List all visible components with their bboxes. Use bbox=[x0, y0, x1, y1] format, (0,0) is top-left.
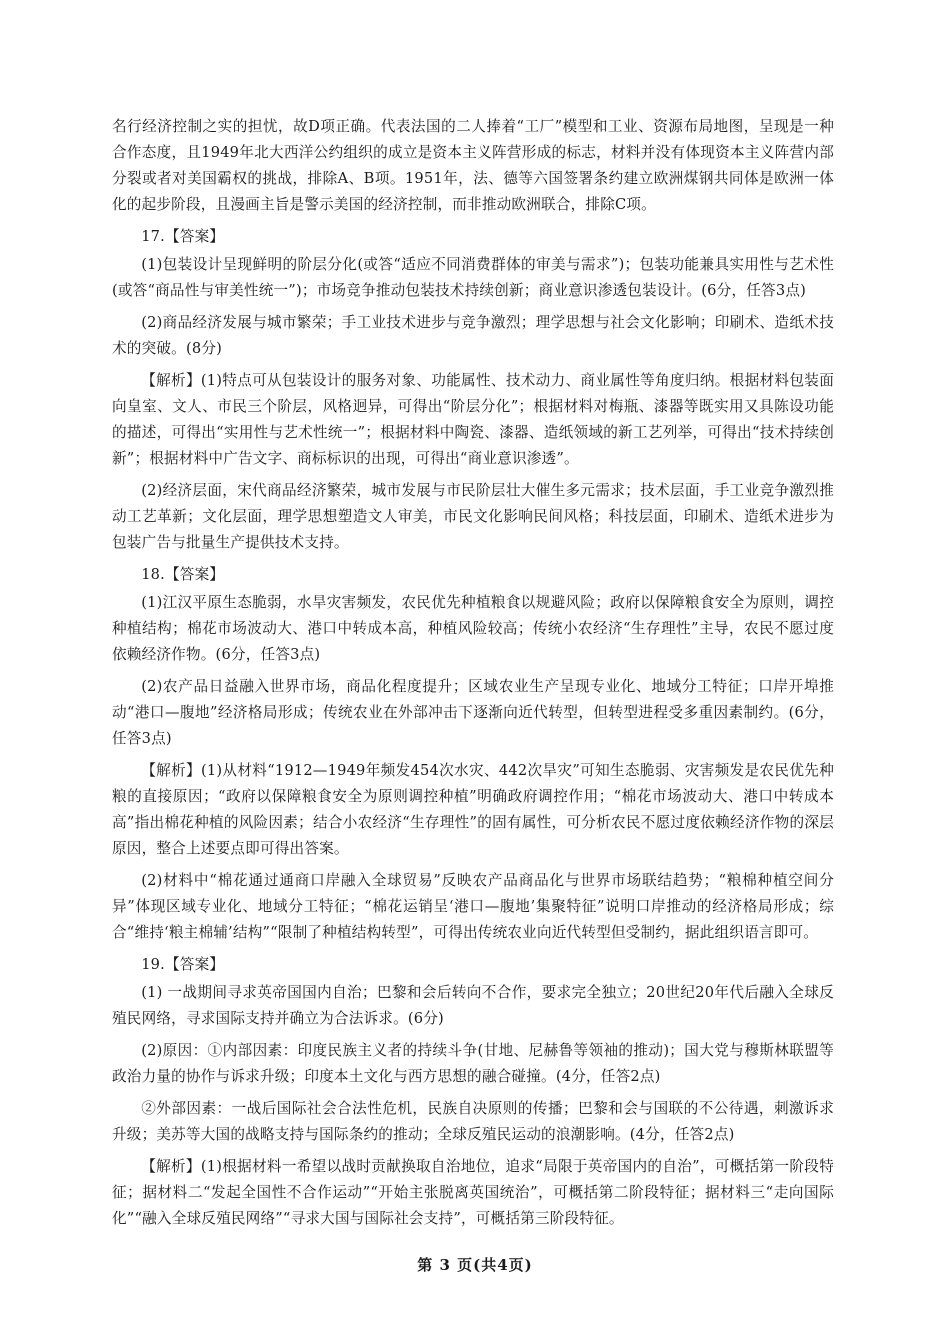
analysis-19-part1: 【解析】(1)根据材料一希望以战时贡献换取自治地位，追求“局限于英帝国内的自治”，可概括第一阶段特征；据材料二“发起全国性不合作运动”“开始主张脱离英国统治”，可概括第二阶段特征；据材料三“走向国际化”“融入全球反殖民网络”“寻求大国与国际社会支持”，可概括第三阶段特征。 bbox=[112, 1158, 834, 1227]
answer-heading-19: 19.【答案】 bbox=[141, 956, 225, 973]
answer-heading-17: 17.【答案】 bbox=[141, 228, 225, 245]
analysis-17-part1: 【解析】(1)特点可从包装设计的服务对象、功能属性、技术动力、商业属性等角度归纳。根据材料包装面向皇室、文人、市民三个阶层，风格迥异，可得出“阶层分化”；根据材料对梅瓶、漆器等既实用又具陈设功能的描述，可得出“实用性与艺术性统一”；根据材料中陶瓷、漆器、造纸领域的新工艺列举，可得出“技术持续创新”；根据材料中广告文字、商标标识的出现，可得出“商业意识渗透”。 bbox=[112, 372, 834, 467]
answer-18-part2: (2)农产品日益融入世界市场，商品化程度提升；区域农业生产呈现专业化、地域分工特征；口岸开埠推动“港口—腹地”经济格局形成；传统农业在外部冲击下逐渐向近代转型，但转型进程受多重因素制约。(6分，任答3点) bbox=[112, 678, 834, 747]
analysis-18-part2: (2)材料中“棉花通过通商口岸融入全球贸易”反映农产品商品化与世界市场联结趋势；“粮棉种植空间分异”体现区域专业化、地域分工特征；“棉花运销呈‘港口—腹地’集聚特征”说明口岸推动的经济格局形成；综合“维持‘粮主棉辅’结构”“限制了种植结构转型”，可得出传统农业向近代转型但受制约，据此组织语言即可。 bbox=[112, 872, 834, 941]
answer-18-part1: (1)江汉平原生态脆弱，水旱灾害频发，农民优先种植粮食以规避风险；政府以保障粮食安全为原则，调控种植结构；棉花市场波动大、港口中转成本高，种植风险较高；传统小农经济“生存理性”主导，农民不愿过度依赖经济作物。(6分，任答3点) bbox=[112, 594, 834, 663]
page-number-footer: 第 3 页(共4页) bbox=[417, 1256, 533, 1274]
answer-19-part2-external: ②外部因素：一战后国际社会合法性危机，民族自决原则的传播；巴黎和会与国联的不公待遇，刺激诉求升级；美苏等大国的战略支持与国际条约的推动；全球反殖民运动的浪潮影响。(4分，任答2点) bbox=[112, 1100, 834, 1143]
answer-17-part1: (1)包装设计呈现鲜明的阶层分化(或答“适应不同消费群体的审美与需求”)；包装功能兼具实用性与艺术性(或答“商品性与审美性统一”)；市场竞争推动包装技术持续创新；商业意识渗透包装设计。(6分，任答3点) bbox=[112, 256, 834, 299]
answer-19-part2-internal: (2)原因：①内部因素：印度民族主义者的持续斗争(甘地、尼赫鲁等领袖的推动)；国大党与穆斯林联盟等政治力量的协作与诉求升级；印度本土文化与西方思想的融合碰撞。(4分，任答2点) bbox=[112, 1042, 834, 1085]
answer-19-part1: (1) 一战期间寻求英帝国国内自治；巴黎和会后转向不合作，要求完全独立；20世纪20年代后融入全球反殖民网络，寻求国际支持并确立为合法诉求。(6分) bbox=[112, 984, 834, 1027]
page-body bbox=[112, 114, 834, 1238]
paragraph-16-tail: 名行经济控制之实的担忧，故D项正确。代表法国的二人捧着“工厂”模型和工业、资源布局地图，呈现是一种合作态度，且1949年北大西洋公约组织的成立是资本主义阵营形成的标志，材料并没有体现资本主义阵营内部分裂或者对美国霸权的挑战，排除A、B项。1951年，法、德等六国签署条约建立欧洲煤钢共同体是欧洲一体化的起步阶段，且漫画主旨是警示美国的经济控制，而非推动欧洲联合，排除C项。 bbox=[112, 118, 834, 213]
answer-heading-18: 18.【答案】 bbox=[141, 566, 225, 583]
analysis-17-part2: (2)经济层面，宋代商品经济繁荣，城市发展与市民阶层壮大催生多元需求；技术层面，手工业竞争激烈推动工艺革新；文化层面，理学思想塑造文人审美，市民文化影响民间风格；科技层面，印刷术、造纸术进步为包装广告与批量生产提供技术支持。 bbox=[112, 482, 834, 551]
analysis-18-part1: 【解析】(1)从材料“1912—1949年频发454次水灾、442次旱灾”可知生态脆弱、灾害频发是农民优先种粮的直接原因；“政府以保障粮食安全为原则调控种植”明确政府调控作用；“棉花市场波动大、港口中转成本高”指出棉花种植的风险因素；结合小农经济“生存理性”的固有属性，可分析农民不愿过度依赖经济作物的深层原因，整合上述要点即可得出答案。 bbox=[112, 762, 834, 857]
answer-17-part2: (2)商品经济发展与城市繁荣；手工业技术进步与竞争激烈；理学思想与社会文化影响；印刷术、造纸术技术的突破。(8分) bbox=[112, 314, 834, 357]
